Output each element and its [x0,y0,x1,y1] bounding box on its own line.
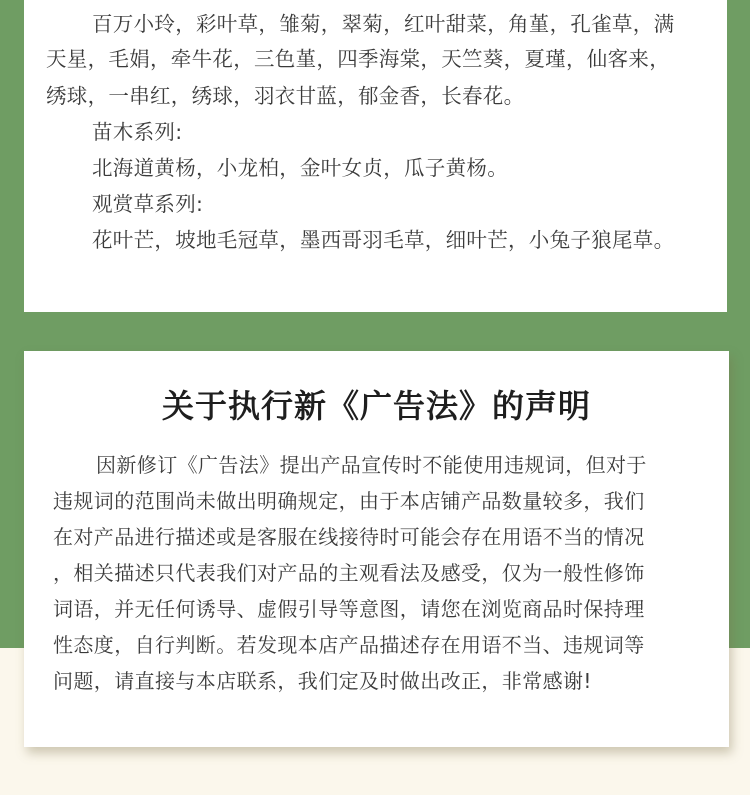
notice-line-6: 性态度，自行判断。若发现本店产品描述存在用语不当、违规词等 [53,633,645,657]
notice-line-5: 词语，并无任何诱导、虚假引导等意图，请您在浏览商品时保持理 [53,597,645,621]
plant-list-card [24,0,727,312]
grass-text: 花叶芒，坡地毛冠草，墨西哥羽毛草，细叶芒，小兔子狼尾草。 [92,228,675,252]
flowers-line-3: 绣球，一串红，绣球，羽衣甘蓝，郁金香，长春花。 [46,84,525,108]
notice-line-2: 违规词的范围尚未做出明确规定，由于本店铺产品数量较多，我们 [53,489,645,513]
notice-line-1: 因新修订《广告法》提出产品宣传时不能使用违规词，但对于 [96,453,647,477]
notice-line-7: 问题，请直接与本店联系，我们定及时做出改正，非常感谢! [53,669,592,693]
flowers-line-2: 天星，毛娟，牵牛花，三色堇，四季海棠，天竺葵，夏瑾，仙客来， [46,47,670,71]
grass-heading: 观赏草系列: [92,192,204,216]
notice-line-4: ，相关描述只代表我们对产品的主观看法及感受，仅为一般性修饰 [53,561,645,585]
ad-law-notice-card [24,351,729,747]
seedlings-text: 北海道黄杨，小龙柏，金叶女贞，瓜子黄杨。 [92,156,508,180]
notice-line-3: 在对产品进行描述或是客服在线接待时可能会存在用语不当的情况 [53,525,645,549]
seedlings-heading: 苗木系列: [92,120,183,144]
notice-title: 关于执行新《广告法》的声明 [161,387,591,425]
flowers-line-1: 百万小玲，彩叶草，雏菊，翠菊，红叶甜菜，角堇，孔雀草，满 [92,12,675,36]
